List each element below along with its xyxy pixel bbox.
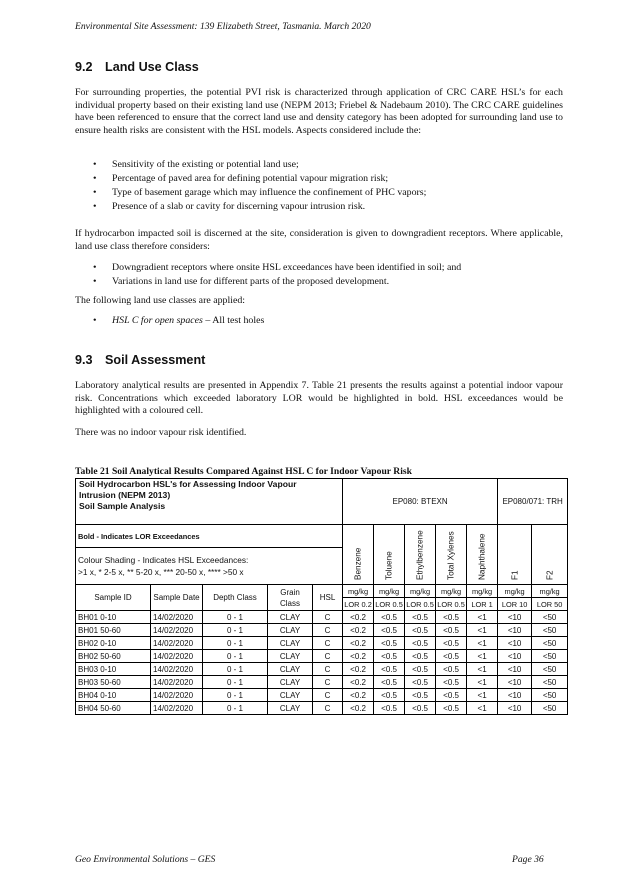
table-cell: <50 <box>532 663 568 676</box>
paragraph: If hydrocarbon impacted soil is discerned at the site, consideration is given to downgradient receptors. Where applicable, land use class therefore considers: <box>75 228 563 252</box>
table-cell: BH04 50-60 <box>76 702 151 715</box>
table-cell: <10 <box>498 676 532 689</box>
table-cell: <50 <box>532 676 568 689</box>
table-cell: CLAY <box>268 702 313 715</box>
table-cell: <0.5 <box>436 637 467 650</box>
table-cell: CLAY <box>268 689 313 702</box>
table-cell: C <box>313 676 343 689</box>
table-cell: <0.5 <box>436 676 467 689</box>
table-cell: 0 - 1 <box>203 702 268 715</box>
table-cell: <0.5 <box>405 663 436 676</box>
paragraph: The following land use classes are applied: <box>75 295 246 306</box>
col-header: HSL <box>313 585 343 611</box>
table-cell: 0 - 1 <box>203 689 268 702</box>
section-heading-9-3 <box>75 353 205 367</box>
section-number: 9.2 <box>75 60 93 74</box>
table-cell: 14/02/2020 <box>151 637 203 650</box>
table-cell: <1 <box>467 650 498 663</box>
table-cell: <1 <box>467 676 498 689</box>
table-cell: BH02 50-60 <box>76 650 151 663</box>
table-cell: BH03 50-60 <box>76 676 151 689</box>
table-caption: Table 21 Soil Analytical Results Compared Against HSL C for Indoor Vapour Risk <box>75 466 412 477</box>
col-header: Sample Date <box>151 585 203 611</box>
results-table <box>75 478 568 715</box>
table-cell: 0 - 1 <box>203 611 268 624</box>
table-cell: <10 <box>498 663 532 676</box>
table-cell: <0.5 <box>374 650 405 663</box>
table-cell: CLAY <box>268 611 313 624</box>
paragraph: Laboratory analytical results are presented in Appendix 7. Table 21 presents the results against a potential indoor vapour risk. Concentrations which exceeded laboratory LOR would be highlighted in bold. HSL exceedances would be highlighted with a coloured cell. <box>75 380 563 417</box>
table-cell: 0 - 1 <box>203 663 268 676</box>
table-cell: <0.2 <box>343 676 374 689</box>
table-cell: <50 <box>532 650 568 663</box>
col-header: Depth Class <box>203 585 268 611</box>
table-cell: CLAY <box>268 624 313 637</box>
table-cell: BH01 50-60 <box>76 624 151 637</box>
table-row <box>76 663 568 676</box>
table-cell: <0.5 <box>436 702 467 715</box>
table-cell: <0.5 <box>405 611 436 624</box>
table-cell: <1 <box>467 637 498 650</box>
table-title: Soil Hydrocarbon HSL's for Assessing Indoor Vapour Intrusion (NEPM 2013) Soil Sample Analysis <box>76 479 343 525</box>
table-row <box>76 650 568 663</box>
table-cell: 14/02/2020 <box>151 624 203 637</box>
table-cell: 0 - 1 <box>203 676 268 689</box>
table-cell: C <box>313 663 343 676</box>
bullet-text: – All test holes <box>202 315 265 326</box>
table-cell: <0.2 <box>343 611 374 624</box>
analyte-header: F2 <box>532 525 568 585</box>
lor-cell: LOR 1 <box>467 598 498 611</box>
analyte-header: Ethylbenzene <box>405 525 436 585</box>
table-cell: <50 <box>532 637 568 650</box>
paragraph: There was no indoor vapour risk identified. <box>75 427 247 438</box>
table-cell: <0.5 <box>405 637 436 650</box>
unit-cell: mg/kg <box>467 585 498 598</box>
table-cell: <0.5 <box>405 689 436 702</box>
table-cell: <0.5 <box>405 702 436 715</box>
unit-cell: mg/kg <box>532 585 568 598</box>
table-cell: CLAY <box>268 676 313 689</box>
table-cell: 14/02/2020 <box>151 611 203 624</box>
table-cell: 14/02/2020 <box>151 650 203 663</box>
table-cell: 0 - 1 <box>203 624 268 637</box>
lor-cell: LOR 0.5 <box>406 599 434 609</box>
table-cell: <50 <box>532 702 568 715</box>
table-cell: <0.5 <box>405 676 436 689</box>
table-cell: <10 <box>498 611 532 624</box>
unit-cell: mg/kg <box>343 585 374 598</box>
table-cell: <10 <box>498 637 532 650</box>
table-cell: CLAY <box>268 650 313 663</box>
table-cell: <0.2 <box>343 637 374 650</box>
section-title: Soil Assessment <box>105 353 206 367</box>
table-cell: <1 <box>467 611 498 624</box>
table-cell: BH02 0-10 <box>76 637 151 650</box>
running-header: Environmental Site Assessment: 139 Elizabeth Street, Tasmania. March 2020 <box>75 21 371 32</box>
table-cell: <0.5 <box>405 650 436 663</box>
table-cell: <0.5 <box>374 624 405 637</box>
analyte-header: Total Xylenes <box>436 525 467 585</box>
table-cell: C <box>313 650 343 663</box>
table-cell: <50 <box>532 611 568 624</box>
table-cell: C <box>313 637 343 650</box>
lor-cell: LOR 0.5 <box>437 599 465 609</box>
table-cell: <0.5 <box>374 702 405 715</box>
table-cell: <0.5 <box>436 650 467 663</box>
table-cell: <1 <box>467 663 498 676</box>
analyte-header: Toluene <box>374 525 405 585</box>
table-cell: C <box>313 611 343 624</box>
table-row <box>76 637 568 650</box>
table-cell: <0.5 <box>374 611 405 624</box>
table-cell: <0.5 <box>436 663 467 676</box>
table-cell: <10 <box>498 650 532 663</box>
shading-note: Colour Shading - Indicates HSL Exceedances: >1 x, * 2-5 x, ** 5-20 x, *** 20-50 x, **** >50 x <box>76 548 343 585</box>
table-cell: <1 <box>467 689 498 702</box>
table-row <box>76 624 568 637</box>
table-cell: 0 - 1 <box>203 637 268 650</box>
table-cell: <0.2 <box>343 624 374 637</box>
group-header-trh: EP080/071: TRH <box>498 479 568 525</box>
analyte-header: F1 <box>498 525 532 585</box>
table-cell: <50 <box>532 624 568 637</box>
table-cell: CLAY <box>268 663 313 676</box>
lor-cell: LOR 0.2 <box>344 599 372 609</box>
unit-cell: mg/kg <box>498 585 532 598</box>
table-cell: C <box>313 624 343 637</box>
footer-page-number: Page 36 <box>512 854 544 865</box>
table-cell: <1 <box>467 624 498 637</box>
table-row <box>76 611 568 624</box>
table-cell: 14/02/2020 <box>151 663 203 676</box>
table-cell: C <box>313 702 343 715</box>
table-cell: <0.2 <box>343 663 374 676</box>
table-cell: <0.5 <box>374 637 405 650</box>
lor-cell: LOR 0.5 <box>375 599 403 609</box>
col-header: Sample ID <box>76 585 151 611</box>
section-heading-9-2 <box>75 60 199 74</box>
table-cell: 14/02/2020 <box>151 689 203 702</box>
table-cell: 14/02/2020 <box>151 676 203 689</box>
table-cell: <0.5 <box>436 689 467 702</box>
table-cell: BH01 0-10 <box>76 611 151 624</box>
unit-cell: mg/kg <box>374 585 405 598</box>
table-cell: C <box>313 689 343 702</box>
table-cell: <0.2 <box>343 650 374 663</box>
table-cell: BH03 0-10 <box>76 663 151 676</box>
unit-cell: mg/kg <box>405 585 436 598</box>
table-cell: <0.2 <box>343 702 374 715</box>
table-cell: <0.5 <box>374 676 405 689</box>
table-cell: 14/02/2020 <box>151 702 203 715</box>
table-cell: <0.5 <box>436 611 467 624</box>
table-cell: <10 <box>498 702 532 715</box>
table-cell: <0.5 <box>405 624 436 637</box>
analyte-header: Naphthalene <box>467 525 498 585</box>
col-header: Grain Class <box>268 585 313 611</box>
table-cell: <1 <box>467 702 498 715</box>
table-cell: <50 <box>532 689 568 702</box>
table-cell: <10 <box>498 689 532 702</box>
table-row <box>76 689 568 702</box>
analyte-header: Benzene <box>343 525 374 585</box>
footer-left: Geo Environmental Solutions – GES <box>75 854 216 865</box>
table-cell: <0.2 <box>343 689 374 702</box>
table-cell: <0.5 <box>374 663 405 676</box>
table-row <box>76 702 568 715</box>
table-cell: <0.5 <box>374 689 405 702</box>
table-cell: BH04 0-10 <box>76 689 151 702</box>
unit-cell: mg/kg <box>436 585 467 598</box>
table-cell: CLAY <box>268 637 313 650</box>
table-row <box>76 676 568 689</box>
bullet-italic-text: HSL C for open spaces <box>112 315 203 326</box>
table-cell: <0.5 <box>436 624 467 637</box>
section-number: 9.3 <box>75 353 93 367</box>
group-header-btexn: EP080: BTEXN <box>343 479 498 525</box>
table-cell: 0 - 1 <box>203 650 268 663</box>
bold-note: Bold - Indicates LOR Exceedances <box>76 525 343 548</box>
lor-cell: LOR 10 <box>498 598 532 611</box>
section-title: Land Use Class <box>105 60 199 74</box>
table-cell: <10 <box>498 624 532 637</box>
paragraph: For surrounding properties, the potential PVI risk is characterized through application of CRC CARE HSL’s for each individual property based on their existing land use (NEPM 2013; Friebel & Nadebaum 2010). The CRC CARE guidelines have been referenced to ensure that the correct land use and density category has been adopted for surrounding land use to ensure health risks are consistent with the HSL models. Aspects considered include the: <box>75 87 563 136</box>
table-body <box>76 611 568 715</box>
lor-cell: LOR 50 <box>532 598 568 611</box>
